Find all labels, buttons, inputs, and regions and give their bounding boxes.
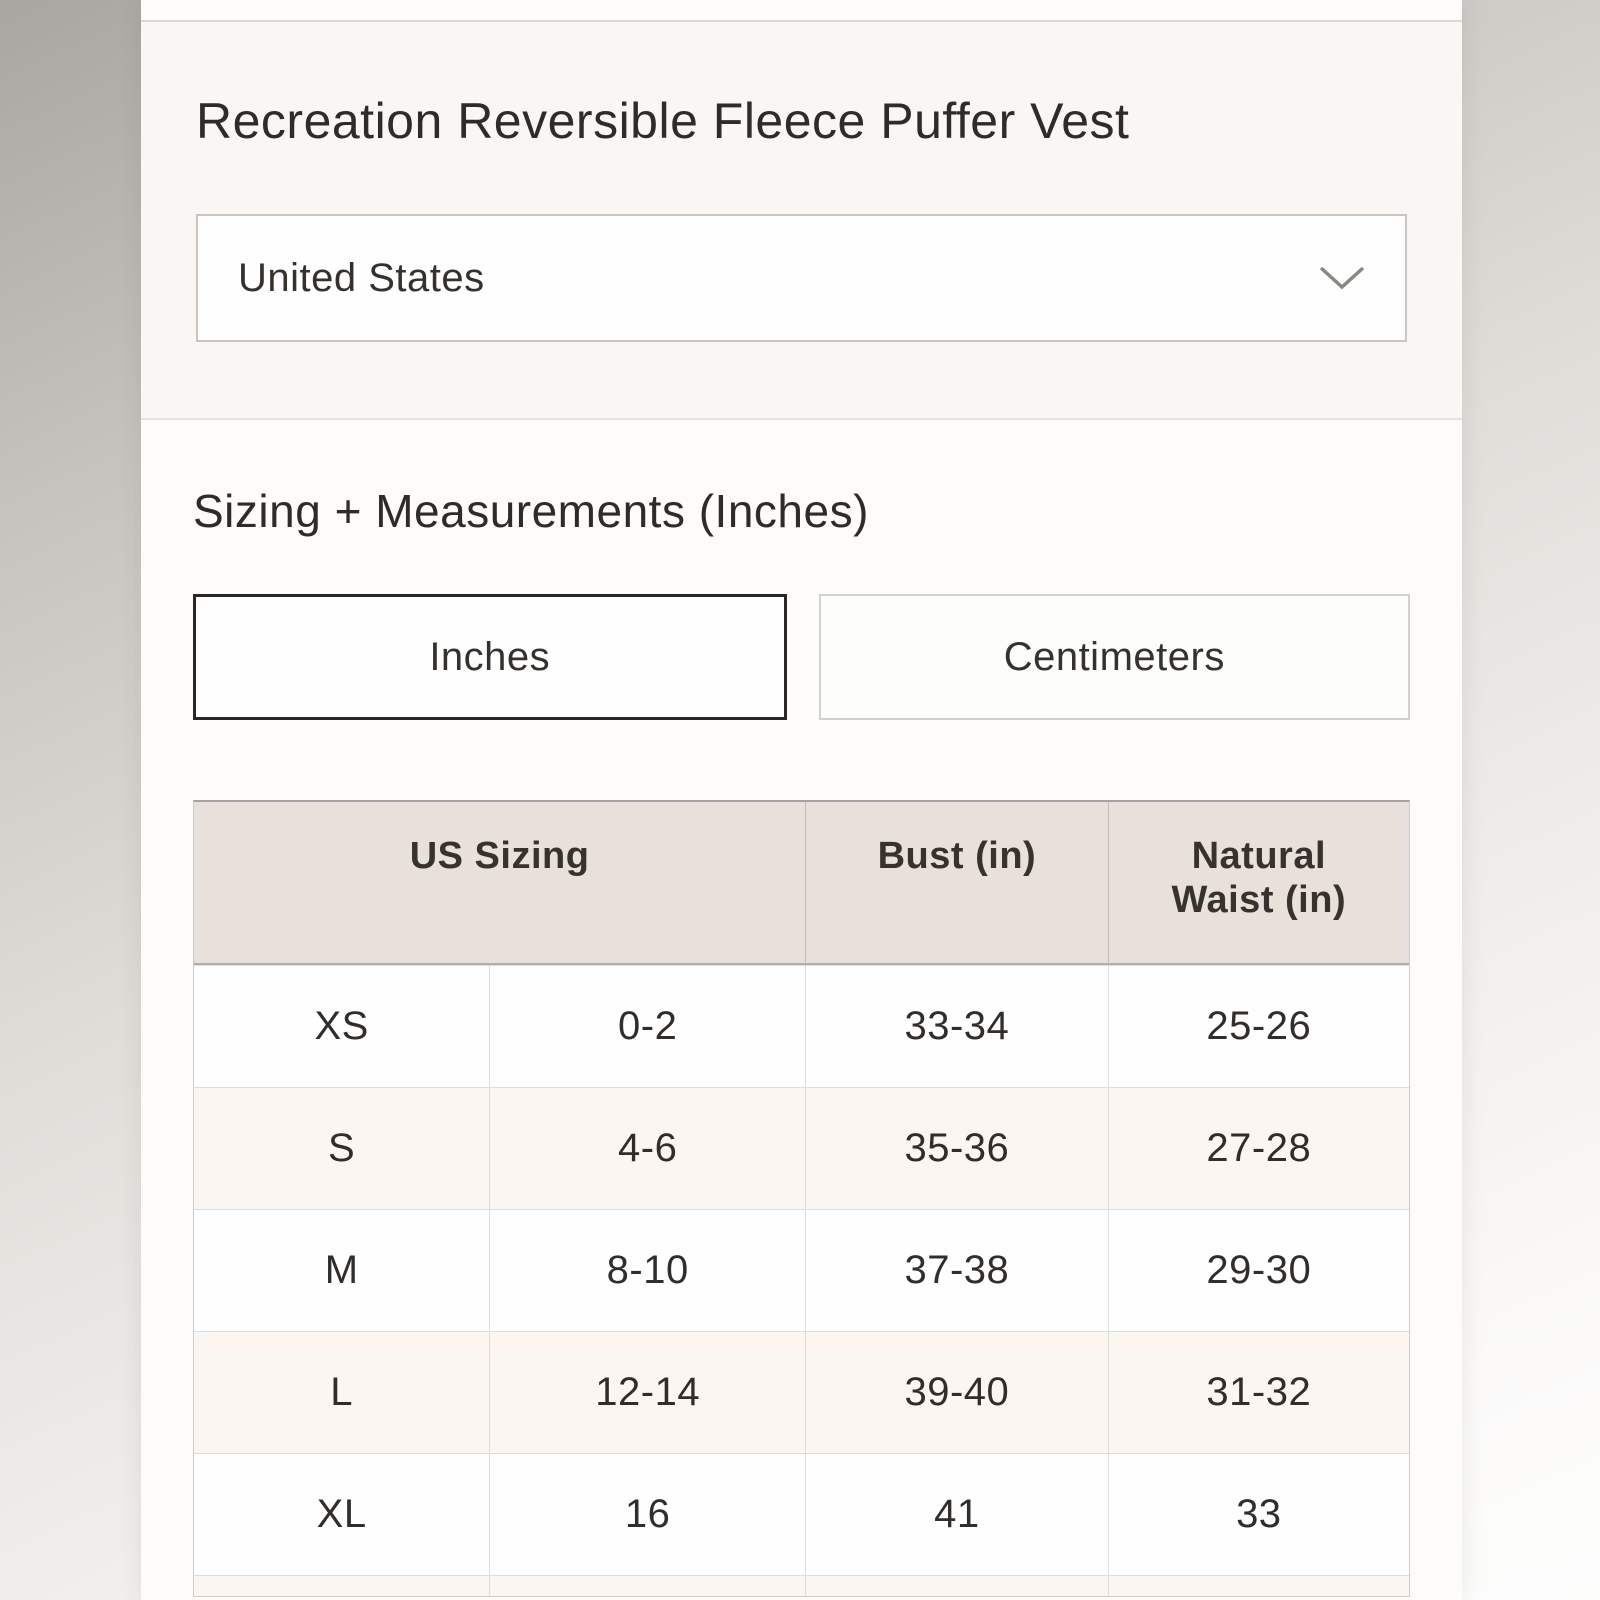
us-size-cell: 8-10: [489, 1210, 805, 1331]
table-row: [194, 1331, 1409, 1453]
us-size-cell: 0-2: [489, 966, 805, 1087]
table-row: [194, 965, 1409, 1087]
chevron-down-icon: [1319, 266, 1365, 290]
bust-cell: 35-36: [805, 1088, 1108, 1209]
unit-toggle: [193, 594, 1410, 720]
product-title: Recreation Reversible Fleece Puffer Vest: [196, 93, 1130, 149]
us-size-cell: 4-6: [489, 1088, 805, 1209]
bust-cell: 39-40: [805, 1332, 1108, 1453]
sizing-heading: Sizing + Measurements (Inches): [193, 485, 869, 537]
us-size-cell: 12-14: [489, 1332, 805, 1453]
waist-cell: 27-28: [1108, 1088, 1409, 1209]
app-panel: [141, 0, 1462, 1600]
country-dropdown-value: United States: [238, 255, 485, 300]
table-row: [194, 1087, 1409, 1209]
header-bust: Bust (in): [805, 802, 1108, 963]
bust-cell: 33-34: [805, 966, 1108, 1087]
size-cell: XL: [316, 1492, 367, 1536]
country-dropdown[interactable]: [196, 214, 1407, 342]
size-cell: S: [328, 1126, 356, 1170]
size-chart-table: [193, 800, 1410, 1597]
us-size-cell: 16: [489, 1454, 805, 1575]
table-row: [194, 1209, 1409, 1331]
table-header-row: [194, 802, 1409, 965]
table-row: [194, 1453, 1409, 1575]
product-section: [141, 22, 1462, 420]
size-cell: XS: [314, 1004, 369, 1048]
waist-cell: 25-26: [1108, 966, 1409, 1087]
centimeters-button[interactable]: Centimeters: [819, 594, 1411, 720]
header-us-sizing: US Sizing: [409, 835, 590, 877]
header-natural-waist: Natural Waist (in): [1108, 802, 1409, 963]
inches-button[interactable]: Inches: [193, 594, 787, 720]
bust-cell: 41: [805, 1454, 1108, 1575]
waist-cell: 33: [1108, 1454, 1409, 1575]
modal-top-strip: [141, 0, 1462, 22]
waist-cell: 31-32: [1108, 1332, 1409, 1453]
sizing-section: [141, 420, 1462, 1597]
size-cell: L: [330, 1370, 353, 1414]
bust-cell: 37-38: [805, 1210, 1108, 1331]
size-cell: M: [324, 1248, 359, 1292]
waist-cell: 29-30: [1108, 1210, 1409, 1331]
table-row-partial: [194, 1575, 1409, 1596]
